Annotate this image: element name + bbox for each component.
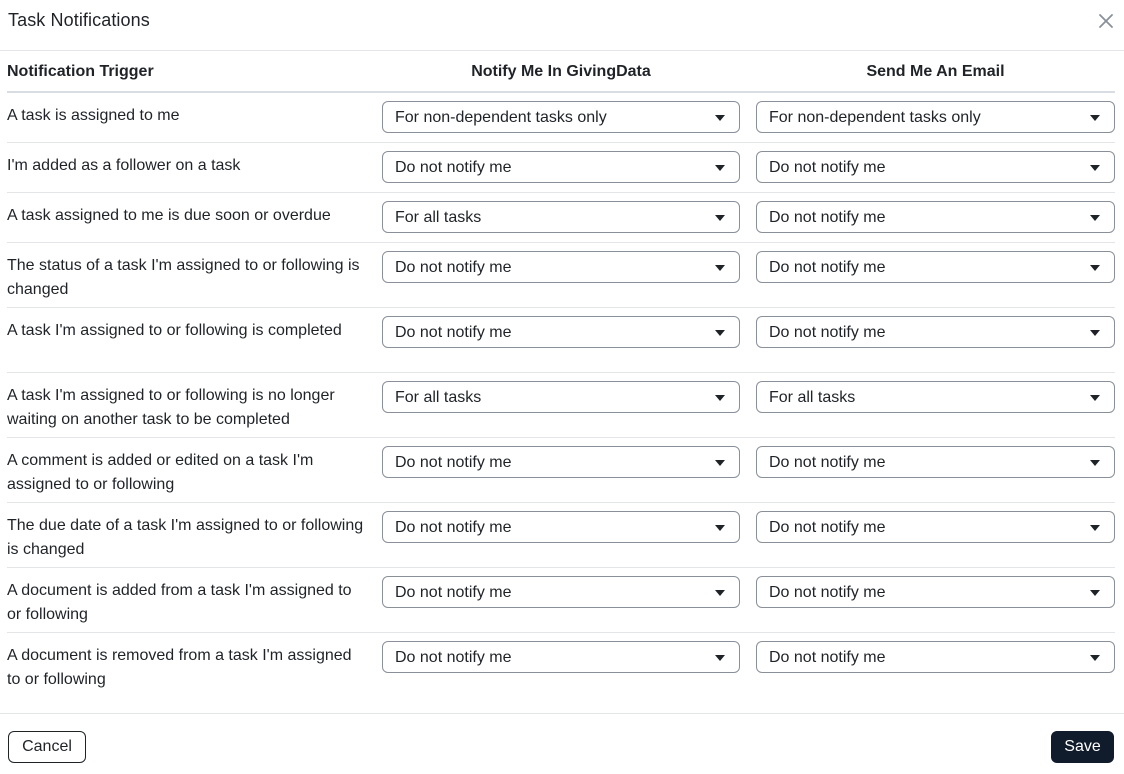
caret-down-icon bbox=[1090, 395, 1100, 401]
trigger-label: A task assigned to me is due soon or overdue bbox=[7, 207, 331, 224]
caret-down-icon bbox=[1090, 115, 1100, 121]
header-notify-in-app: Notify Me In GivingData bbox=[471, 63, 651, 80]
in-app-notification-select[interactable] bbox=[382, 151, 740, 183]
header-notification-trigger: Notification Trigger bbox=[7, 63, 154, 80]
caret-down-icon bbox=[715, 590, 725, 596]
email-notification-select[interactable] bbox=[756, 201, 1115, 233]
in-app-notification-select[interactable] bbox=[382, 201, 740, 233]
dialog-title: Task Notifications bbox=[8, 10, 150, 30]
select-value: Do not notify me bbox=[769, 159, 886, 176]
trigger-label: The due date of a task I'm assigned to or following is changed bbox=[7, 517, 364, 558]
email-notification-select[interactable] bbox=[756, 641, 1115, 673]
select-value: Do not notify me bbox=[769, 519, 886, 536]
caret-down-icon bbox=[1090, 330, 1100, 336]
email-notification-select[interactable] bbox=[756, 251, 1115, 283]
save-button[interactable]: Save bbox=[1051, 731, 1114, 763]
caret-down-icon bbox=[1090, 525, 1100, 531]
table-row bbox=[7, 373, 1115, 438]
select-value: Do not notify me bbox=[395, 649, 512, 666]
caret-down-icon bbox=[1090, 265, 1100, 271]
select-value: For non-dependent tasks only bbox=[769, 109, 981, 126]
dialog-header bbox=[0, 0, 1124, 51]
trigger-label: A task is assigned to me bbox=[7, 107, 180, 124]
trigger-label: I'm added as a follower on a task bbox=[7, 157, 241, 174]
dialog-footer bbox=[0, 713, 1124, 774]
in-app-notification-select[interactable] bbox=[382, 381, 740, 413]
email-notification-select[interactable] bbox=[756, 101, 1115, 133]
caret-down-icon bbox=[1090, 590, 1100, 596]
email-notification-select[interactable] bbox=[756, 446, 1115, 478]
cancel-button[interactable]: Cancel bbox=[8, 731, 86, 763]
select-value: Do not notify me bbox=[769, 454, 886, 471]
caret-down-icon bbox=[715, 115, 725, 121]
table-row bbox=[7, 193, 1115, 243]
in-app-notification-select[interactable] bbox=[382, 576, 740, 608]
table-row bbox=[7, 93, 1115, 143]
in-app-notification-select[interactable] bbox=[382, 446, 740, 478]
select-value: For non-dependent tasks only bbox=[395, 109, 607, 126]
caret-down-icon bbox=[1090, 460, 1100, 466]
select-value: For all tasks bbox=[395, 389, 482, 406]
select-value: Do not notify me bbox=[395, 159, 512, 176]
caret-down-icon bbox=[715, 330, 725, 336]
caret-down-icon bbox=[715, 215, 725, 221]
trigger-label: A task I'm assigned to or following is completed bbox=[7, 322, 342, 339]
table-row bbox=[7, 143, 1115, 193]
table-header bbox=[7, 51, 1115, 93]
close-icon[interactable] bbox=[1096, 11, 1116, 31]
select-value: Do not notify me bbox=[769, 259, 886, 276]
table-row bbox=[7, 633, 1115, 698]
email-notification-select[interactable] bbox=[756, 151, 1115, 183]
caret-down-icon bbox=[715, 525, 725, 531]
select-value: Do not notify me bbox=[769, 324, 886, 341]
select-value: Do not notify me bbox=[395, 454, 512, 471]
trigger-label: A task I'm assigned to or following is no longer waiting on another task to be completed bbox=[7, 387, 335, 428]
email-notification-select[interactable] bbox=[756, 316, 1115, 348]
caret-down-icon bbox=[715, 655, 725, 661]
trigger-label: A document is added from a task I'm assigned to or following bbox=[7, 582, 352, 623]
select-value: Do not notify me bbox=[769, 209, 886, 226]
header-send-email: Send Me An Email bbox=[866, 63, 1005, 80]
table-row bbox=[7, 243, 1115, 308]
caret-down-icon bbox=[1090, 215, 1100, 221]
email-notification-select[interactable] bbox=[756, 381, 1115, 413]
caret-down-icon bbox=[715, 395, 725, 401]
caret-down-icon bbox=[1090, 655, 1100, 661]
select-value: Do not notify me bbox=[395, 584, 512, 601]
select-value: Do not notify me bbox=[395, 519, 512, 536]
select-value: Do not notify me bbox=[769, 649, 886, 666]
email-notification-select[interactable] bbox=[756, 511, 1115, 543]
caret-down-icon bbox=[715, 460, 725, 466]
in-app-notification-select[interactable] bbox=[382, 101, 740, 133]
in-app-notification-select[interactable] bbox=[382, 251, 740, 283]
in-app-notification-select[interactable] bbox=[382, 641, 740, 673]
select-value: Do not notify me bbox=[395, 259, 512, 276]
table-row bbox=[7, 308, 1115, 373]
select-value: For all tasks bbox=[769, 389, 856, 406]
table-row bbox=[7, 438, 1115, 503]
select-value: Do not notify me bbox=[769, 584, 886, 601]
select-value: Do not notify me bbox=[395, 324, 512, 341]
caret-down-icon bbox=[715, 165, 725, 171]
caret-down-icon bbox=[1090, 165, 1100, 171]
caret-down-icon bbox=[715, 265, 725, 271]
trigger-label: A document is removed from a task I'm assigned to or following bbox=[7, 647, 352, 688]
table-row bbox=[7, 568, 1115, 633]
in-app-notification-select[interactable] bbox=[382, 316, 740, 348]
in-app-notification-select[interactable] bbox=[382, 511, 740, 543]
trigger-label: The status of a task I'm assigned to or following is changed bbox=[7, 257, 360, 298]
table-row bbox=[7, 503, 1115, 568]
select-value: For all tasks bbox=[395, 209, 482, 226]
trigger-label: A comment is added or edited on a task I'm assigned to or following bbox=[7, 452, 314, 493]
email-notification-select[interactable] bbox=[756, 576, 1115, 608]
